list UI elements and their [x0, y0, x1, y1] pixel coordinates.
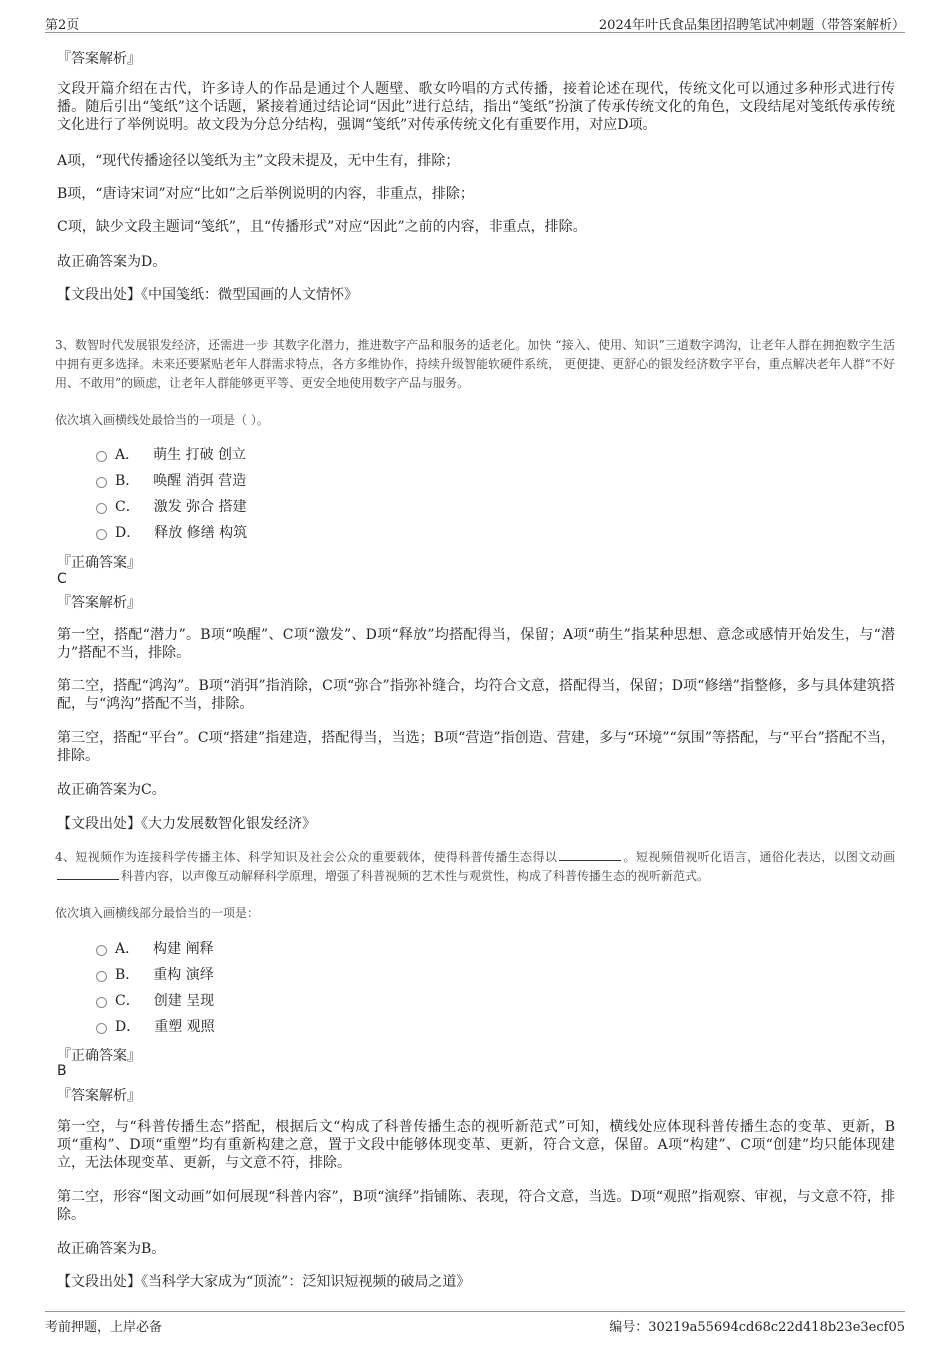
question-3-prompt: 依次填入画横线处最恰当的一项是（ ）。 [55, 413, 269, 427]
source-citation: 【文段出处】《大力发展数智化银发经济》 [57, 816, 316, 832]
analysis-tag: 『答案解析』 [57, 595, 141, 611]
option-a[interactable]: A． 萌生 打破 创立 [96, 445, 246, 463]
analysis-paragraph: 第三空，搭配“平台”。C项“搭建”指建造，搭配得当，当选；B项“营造”指创造、营建，多与“环境”“氛围”等搭配，与“平台”搭配不当，排除。 [57, 730, 895, 764]
page-number: 第2页 [45, 18, 80, 33]
fill-blank [559, 848, 621, 861]
radio-icon[interactable] [96, 971, 107, 982]
source-citation: 【文段出处】《中国笺纸：微型国画的人文情怀》 [57, 287, 358, 303]
radio-icon[interactable] [96, 503, 107, 514]
analysis-paragraph: 第一空，搭配“潜力”。B项“唤醒”、C项“激发”、D项“释放”均搭配得当，保留；A项“萌生”指某种思想、意念或感情开始发生，与“潜力”搭配不当，排除。 [57, 627, 895, 661]
analysis-tag: 『答案解析』 [57, 1088, 141, 1104]
question-4-prompt: 依次填入画横线部分最恰当的一项是： [55, 906, 260, 920]
option-b[interactable]: B． 唤醒 消弭 营造 [96, 471, 246, 489]
analysis-paragraph: B项，“唐诗宋词”对应“比如”之后举例说明的内容，非重点，排除； [57, 186, 474, 202]
radio-icon[interactable] [96, 529, 107, 540]
radio-icon[interactable] [96, 945, 107, 956]
option-a[interactable]: A． 构建 阐释 [96, 939, 214, 957]
analysis-paragraph: C项，缺少文段主题词“笺纸”，且“传播形式”对应“因此”之前的内容，非重点，排除。 [57, 219, 587, 235]
question-3-text: 3、数智时代发展银发经济，还需进一步 其数字化潜力，推进数字产品和服务的适老化。加快 “接入、使用、知识”三道数字鸿沟，让老年人群在拥抱数字生活中拥有更多选择。未来还要紧贴老年人群需求特点，各方多维协作，持续升级智能软硬件系统， 更便捷、更舒心的银发经济数字平台，重点解决老年人群“不好用、不敢用”的顾虑，让老年人群能够更平等、更安全地使用数字产品与服务。 [55, 338, 895, 390]
radio-icon[interactable] [96, 997, 107, 1008]
correct-answer: C [57, 571, 67, 587]
page-header [45, 12, 905, 33]
conclusion-text: 故正确答案为B。 [57, 1241, 166, 1257]
analysis-paragraph: 第二空，搭配“鸿沟”。B项“消弭”指消除，C项“弥合”指弥补缝合，均符合文意，搭配得当，保留；D项“修缮”指整修，多与具体建筑搭配，与“鸿沟”搭配不当，排除。 [57, 678, 895, 712]
document-code: 编号：30219a55694cd68c22d418b23e3ecf05 [609, 1320, 905, 1335]
radio-icon[interactable] [96, 477, 107, 488]
conclusion-text: 故正确答案为C。 [57, 782, 166, 798]
option-d[interactable]: D． 释放 修缮 构筑 [96, 523, 247, 541]
correct-answer: B [57, 1063, 67, 1079]
analysis-paragraph: 第一空，与“科普传播生态”搭配，根据后文“构成了科普传播生态的视听新范式”可知，横线处应体现科普传播生态的变革、更新，B项“重构”、D项“重塑”均有重新构建之意，置于文段中能够体现变革、更新，符合文意，保留。A项“构建”、C项“创建”均只能体现建立，无法体现变革、更新，与文意不符，排除。 [57, 1119, 895, 1171]
option-c[interactable]: C． 创建 呈现 [96, 991, 214, 1009]
analysis-paragraph: 文段开篇介绍在古代，许多诗人的作品是通过个人题壁、歌女吟唱的方式传播，接着论述在现代，传统文化可以通过多种形式进行传播。随后引出“笺纸”这个话题，紧接着通过结论词“因此”进行总结，指出“笺纸”扮演了传承传统文化的角色，文段结尾对笺纸传承传统文化进行了举例说明。故文段为分总分结构，强调“笺纸”对传承传统文化有重要作用，对应D项。 [57, 81, 895, 133]
analysis-paragraph: 第二空，形容“图文动画”如何展现“科普内容”，B项“演绎”指铺陈、表现，符合文意，当选。D项“观照”指观察、审视，与文意不符，排除。 [57, 1189, 895, 1223]
option-b[interactable]: B． 重构 演绎 [96, 965, 214, 983]
source-citation: 【文段出处】《当科学大家成为“顶流”：泛知识短视频的破局之道》 [57, 1274, 471, 1290]
option-c[interactable]: C． 激发 弥合 搭建 [96, 497, 247, 515]
radio-icon[interactable] [96, 451, 107, 462]
answer-tag: 『正确答案』 [57, 1048, 141, 1064]
radio-icon[interactable] [96, 1023, 107, 1034]
answer-tag: 『正确答案』 [57, 555, 141, 571]
document-title: 2024年叶氏食品集团招聘笔试冲刺题（带答案解析） [598, 18, 905, 33]
analysis-tag: 『答案解析』 [57, 51, 141, 67]
analysis-paragraph: A项，“现代传播途径以笺纸为主”文段未提及，无中生有，排除； [57, 153, 460, 169]
conclusion-text: 故正确答案为D。 [57, 254, 167, 270]
option-d[interactable]: D． 重塑 观照 [96, 1017, 215, 1035]
page-footer [45, 1311, 905, 1334]
fill-blank [57, 867, 119, 880]
question-4-text: 4、短视频作为连接科学传播主体、科学知识及社会公众的重要载体，使得科普传播生态得以 。短视频借视听化语言，通俗化表达，以图文动画科普内容，以声像互动解释科学原理，增强了科普视频的艺术性与观赏性，构成了科普传播生态的视听新范式。 [55, 850, 895, 883]
footer-slogan: 考前押题，上岸必备 [45, 1320, 163, 1335]
